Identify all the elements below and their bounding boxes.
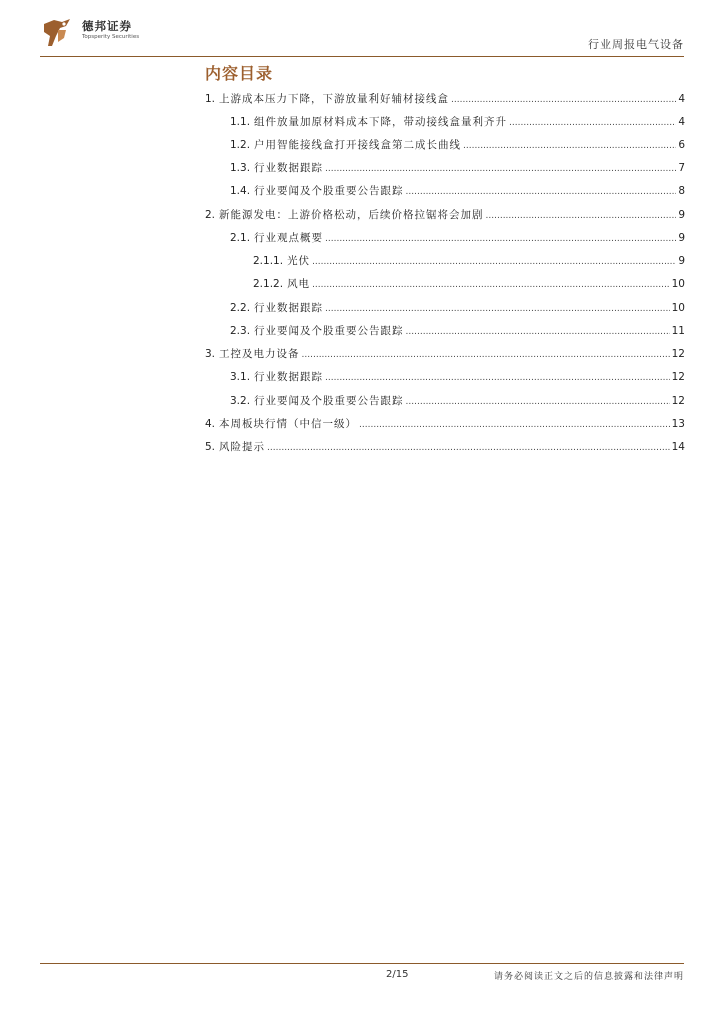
report-type: 行业周报电气设备 xyxy=(588,38,684,51)
toc-title: 内容目录 xyxy=(205,64,274,83)
toc-entry[interactable] xyxy=(205,91,685,107)
logo-mark-icon xyxy=(40,16,74,50)
toc-leader-dots xyxy=(302,346,670,363)
toc-entry-title: 本周板块行情（中信一级） xyxy=(219,418,358,430)
toc-entry[interactable] xyxy=(205,439,685,455)
toc-entry-page: 9 xyxy=(678,209,685,221)
toc-entry-title: 行业数据跟踪 xyxy=(254,162,324,174)
toc-entry-page: 8 xyxy=(678,185,685,197)
toc-entry-number: 1. xyxy=(205,93,216,105)
page-number: 2/15 xyxy=(386,969,409,980)
toc-leader-dots xyxy=(451,91,676,108)
toc-entry-number: 2.1.2. xyxy=(253,278,284,290)
toc-entry[interactable] xyxy=(205,416,685,432)
toc-leader-dots xyxy=(509,114,676,131)
toc-leader-dots xyxy=(325,300,670,317)
toc-entry-number: 1.1. xyxy=(230,116,251,128)
toc-entry[interactable] xyxy=(230,160,685,176)
toc-entry-number: 3.1. xyxy=(230,371,251,383)
toc-entry-title: 行业要闻及个股重要公告跟踪 xyxy=(254,395,404,407)
toc-entry-title: 工控及电力设备 xyxy=(219,348,300,360)
toc-entry-page: 6 xyxy=(678,139,685,151)
toc-entry-page: 9 xyxy=(678,255,685,267)
toc-entry-title: 户用智能接线盒打开接线盒第二成长曲线 xyxy=(254,139,462,151)
toc-entry-title: 光伏 xyxy=(287,255,311,267)
toc-entry-number: 1.4. xyxy=(230,185,251,197)
toc-leader-dots xyxy=(359,416,670,433)
toc-entry[interactable] xyxy=(205,207,685,223)
toc-entry[interactable] xyxy=(230,230,685,246)
toc-entry[interactable] xyxy=(230,393,685,409)
toc-entry-title: 上游成本压力下降，下游放量利好辅材接线盒 xyxy=(219,93,450,105)
toc-entry-page: 13 xyxy=(671,418,685,430)
toc-leader-dots xyxy=(325,160,676,177)
toc-leader-dots xyxy=(406,393,670,410)
toc-entry-title: 风电 xyxy=(287,278,311,290)
toc-entry-title: 行业数据跟踪 xyxy=(254,302,324,314)
header-divider xyxy=(40,56,684,57)
brand-name: 德邦证券 xyxy=(82,19,132,33)
toc-entry-title: 新能源发电：上游价格松动，后续价格拉锯将会加剧 xyxy=(219,209,484,221)
toc-entry-number: 3.2. xyxy=(230,395,251,407)
toc-entry-number: 2.1. xyxy=(230,232,251,244)
toc-leader-dots xyxy=(463,137,676,154)
toc-leader-dots xyxy=(325,369,670,386)
toc-entry[interactable] xyxy=(253,276,685,292)
toc-entry-title: 行业观点概要 xyxy=(254,232,324,244)
disclaimer-note: 请务必阅读正文之后的信息披露和法律声明 xyxy=(493,972,684,982)
toc-entry-page: 14 xyxy=(671,441,685,453)
toc-entry-page: 12 xyxy=(671,348,685,360)
toc-entry-number: 4. xyxy=(205,418,216,430)
page-header xyxy=(0,0,724,60)
toc-leader-dots xyxy=(406,323,670,340)
company-logo xyxy=(40,16,160,50)
toc-entry-number: 2.3. xyxy=(230,325,251,337)
toc-entry[interactable] xyxy=(230,323,685,339)
toc-entry-page: 4 xyxy=(678,93,685,105)
footer-divider xyxy=(40,963,684,964)
toc-leader-dots xyxy=(486,207,677,224)
toc-entry-number: 1.3. xyxy=(230,162,251,174)
toc-entry-page: 12 xyxy=(671,395,685,407)
toc-entry-title: 行业要闻及个股重要公告跟踪 xyxy=(254,325,404,337)
toc-entry[interactable] xyxy=(230,114,685,130)
toc-entry-number: 5. xyxy=(205,441,216,453)
toc-entry-number: 2.1.1. xyxy=(253,255,284,267)
toc-entry-page: 7 xyxy=(678,162,685,174)
toc-entry-page: 10 xyxy=(671,278,685,290)
toc-leader-dots xyxy=(267,439,670,456)
toc-entry-number: 2. xyxy=(205,209,216,221)
toc-entry[interactable] xyxy=(230,369,685,385)
toc-entry-title: 组件放量加原材料成本下降，带动接线盒量利齐升 xyxy=(254,116,508,128)
toc-entry-title: 行业数据跟踪 xyxy=(254,371,324,383)
toc-leader-dots xyxy=(325,230,676,247)
toc-leader-dots xyxy=(406,183,677,200)
toc-entry[interactable] xyxy=(253,253,685,269)
toc-entry-page: 9 xyxy=(678,232,685,244)
toc-entry-title: 风险提示 xyxy=(219,441,266,453)
toc-entry[interactable] xyxy=(230,300,685,316)
toc-entry[interactable] xyxy=(230,137,685,153)
toc-entry[interactable] xyxy=(205,346,685,362)
toc-entry-page: 12 xyxy=(671,371,685,383)
toc-entry[interactable] xyxy=(230,183,685,199)
brand-name-en: Topsperity Securities xyxy=(82,34,140,40)
toc-entry-page: 10 xyxy=(671,302,685,314)
toc-leader-dots xyxy=(312,253,676,270)
toc-leader-dots xyxy=(312,276,670,293)
toc-entry-page: 4 xyxy=(678,116,685,128)
toc-entry-number: 2.2. xyxy=(230,302,251,314)
toc-entry-number: 1.2. xyxy=(230,139,251,151)
toc-entry-page: 11 xyxy=(671,325,685,337)
toc-entry-number: 3. xyxy=(205,348,216,360)
toc-entry-title: 行业要闻及个股重要公告跟踪 xyxy=(254,185,404,197)
